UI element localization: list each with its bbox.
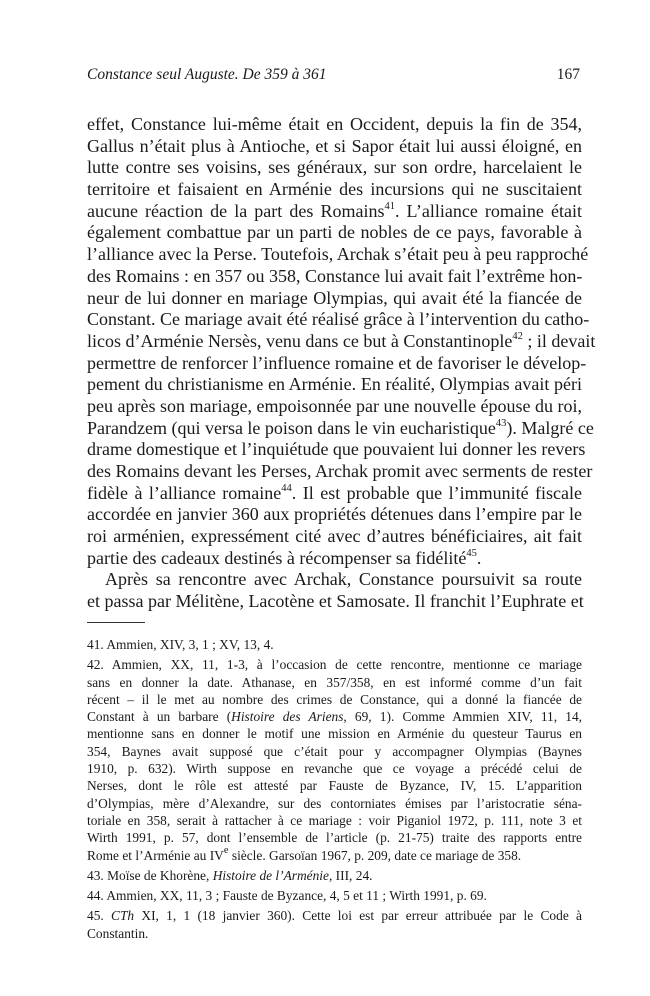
footnote-41: 41. Ammien, XIV, 3, 1 ; XV, 13, 4. [87,637,274,652]
text-line: Parandzem (qui versa le poison dans le vin eucharistique$^{43}$). Malgré ce [87,417,594,438]
footnote-separator [87,622,145,623]
text-line: fidèle à l’alliance romaine$^{44}$. Il est probable que l’immunité fiscale [87,482,582,503]
text-line: permettre de renforcer l’influence romaine et de favoriser le dévelop- [87,352,587,373]
text-line: partie des cadeaux destinés à récompenser sa fidélité$^{45}$. [87,547,482,568]
text-line: licos d’Arménie Nersès, venu dans ce but à Constantinople$^{42}$ ; il devait [87,330,596,351]
footnote-45: 45. CTh XI, 1, 1 (18 janvier 360). Cette loi est par erreur attribuée par le Code à Constantin. [87,908,582,941]
text-line: Après sa rencontre avec Archak, Constance poursuivit sa route [105,569,582,590]
main-text [87,114,596,613]
footnote-ref-41[interactable]: 41 [384,200,395,212]
text-line: et passa par Mélitène, Lacotène et Samosate. Il franchit l’Euphrate et [87,591,584,612]
text-line: Gallus n’était plus à Antioche, et si Sapor était lui aussi éloigné, en [87,135,582,156]
text-line: Constant. Ce mariage avait été réalisé grâce à l’intervention du catho- [87,309,590,330]
work-title: CTh [111,908,135,924]
footnote-44: 44. Ammien, XX, 11, 3 ; Fauste de Byzance, 4, 5 et 11 ; Wirth 1991, p. 69. [87,888,487,904]
text-line: également combattue par un parti de nobles de ce pays, favorable à [87,222,582,243]
running-title: Constance seul Auguste. De 359 à 361 [87,66,327,83]
text-line: accordée en janvier 360 aux propriétés détenues dans l’empire par le [87,504,582,525]
running-header [87,66,580,90]
text-line: aucune réaction de la part des Romains$^{41}$. L’alliance romaine était [87,200,582,221]
footnote-ref-45[interactable]: 45 [466,547,477,559]
text-line: des Romains : en 357 ou 358, Constance lui avait fait l’extrême hon- [87,265,583,286]
text-line: roi arménien, expressément cité avec d’autres bénéficiaires, ait fait [87,526,582,547]
text-line: territoire et faisaient en Arménie des incursions qui ne suscitaient [87,179,582,200]
page-number: 167 [556,66,580,83]
footnote-ref-43[interactable]: 43 [495,417,507,429]
footnote-ref-44[interactable]: 44 [281,482,292,494]
footnote-43: 43. Moïse de Khorène, Histoire de l’Arménie, III, 24. [87,867,373,883]
text-line: l’alliance avec la Perse. Toutefois, Archak s’était peu à peu rapproché [87,244,589,265]
text-line: drame domestique et l’inquiétude que pouvaient lui donner les revers [87,439,586,460]
text-line: pement du christianisme en Arménie. En réalité, Olympias avait péri [87,374,582,395]
work-title: Histoire de l’Arménie [212,867,329,883]
text-line: peu après son mariage, empoisonnée par une nouvelle épouse du roi, [87,395,582,416]
text-line: effet, Constance lui-même était en Occident, depuis la fin de 354, [87,114,582,134]
text-line: des Romains devant les Perses, Archak promit avec serments de rester [87,461,593,481]
footnote-42: 42. Ammien, XX, 11, 1-3, à l’occasion de cette rencontre, mentionne ce mariage sans en donner la date. Athanase, en 357/358, en est informé comme d’un fait récent – il le met au nombre des crimes de Constance, qui a donné la fiancée de Constant à un barbare (Histoire des Ariens, 69, 1). Comme Ammien XIV, 11, 14, mentionne sans en donner le motif une mission en Arménie du questeur Taurus en 354, Baynes avait supposé que c’était pour y accompagner Olympias (Baynes 1910, p. 632). Wirth suppose en revanche que ce voyage a précédé celui de Nerses, dont le rôle est attesté par Fauste de Byzance, IV, 15. L’apparition d’Olympias, mère d’Alexandre, sur des contorniates émises par l’aristocratie séna- toriale en 358, serait à rattacher à ce mariage : voir Piganiol 1972, p. 111, note 3 et Wirth 1991, p. 57, dont l’ensemble de l’article (p. 21-75) traite des rapports entre Rome et l’Arménie au IVe siècle. Garsoïan 1967, p. 209, date ce mariage de 358. [87,657,582,863]
footnotes [87,636,582,945]
text-line: lutte contre ses voisins, ses généraux, sur son ordre, harcelaient le [87,157,582,178]
text-line: neur de lui donner en mariage Olympias, qui avait été la fiancée de [87,287,582,308]
footnote-ref-42[interactable]: 42 [512,330,523,342]
work-title: Histoire des Ariens [231,709,344,725]
